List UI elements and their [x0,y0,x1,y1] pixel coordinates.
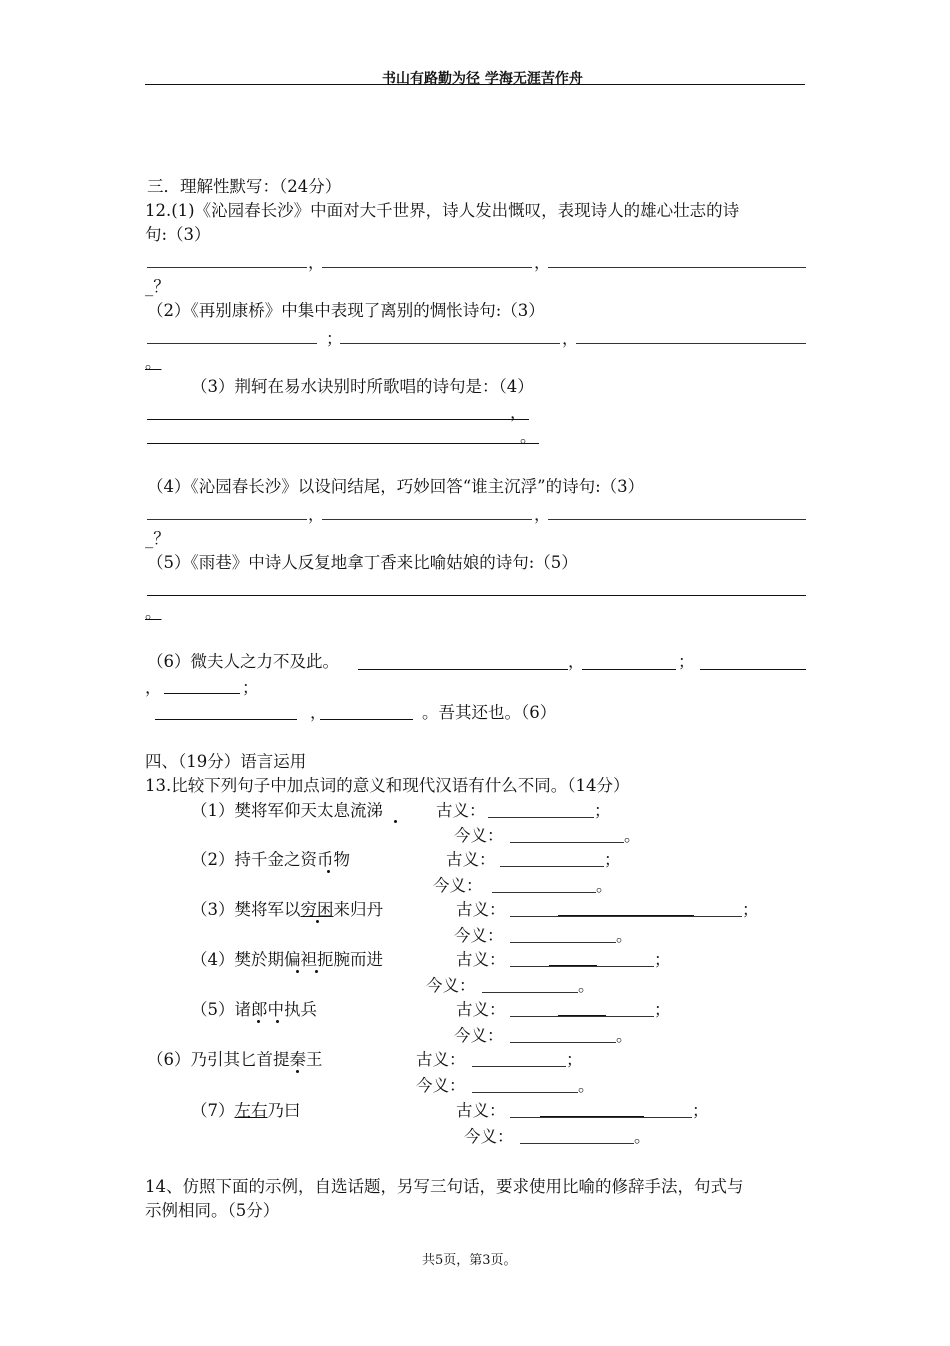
blank-4a [147,519,307,520]
period: 。 [616,1026,633,1045]
gu-label: 古义： [456,900,506,919]
blank-2c [576,343,806,344]
comma: ， [510,403,527,422]
p5-tail: 。 [145,603,162,622]
blank-1a [147,267,307,268]
p1-tail: _？ [145,277,170,296]
q13-item-7 [191,1101,301,1121]
comma: ， [308,253,325,272]
semicolon: ； [594,801,611,820]
item-7-post: 乃曰 [267,1101,301,1120]
gu-blank-3-bold [558,915,694,916]
p2-tail: 。 [145,353,162,372]
gu-label: 古义： [456,1000,506,1019]
q12-part2: （2）《再别康桥》中集中表现了离别的惆怅诗句:（3） [147,301,545,320]
jin-blank-1 [510,842,624,843]
period: 。 [578,976,595,995]
q13-item-1: （1）樊将军仰天太息流涕 [191,801,383,820]
gu-label: 古义： [456,950,506,969]
blank-6e [155,719,297,720]
jin-blank-5 [510,1042,616,1043]
blank-3a [147,419,529,420]
comma: ， [534,253,551,272]
blank-4c [548,519,806,520]
jin-label: 今义： [416,1076,466,1095]
gu-blank-3 [510,916,742,917]
jin-blank-3 [510,942,616,943]
jin-blank-7 [520,1143,634,1144]
blank-2a [147,343,317,344]
section4-title: 四、（19分）语言运用 [145,752,307,771]
p6-end: 。吾其还也。（6） [422,703,557,722]
header-motto: 书山有路勤为径 学海无涯苦作舟 [382,71,583,87]
q13-item-5: （5）诸郎中执兵 [191,1000,317,1019]
gu-blank-6 [472,1066,566,1067]
emphasis-dot [394,820,397,823]
q12-part3: （3）荆轲在易水诀别时所歌唱的诗句是：（4） [191,377,534,396]
q13-item-3 [191,900,383,920]
item-3-post: 来归丹 [333,900,383,919]
semicolon: ； [604,850,621,869]
period: 。 [634,1127,651,1146]
period: 。 [578,1076,595,1095]
item-3-underlined: 穷困 [300,900,334,919]
q13-item-2: （2）持千金之资币物 [191,850,350,869]
page-footer: 共5页，第3页。 [422,1253,517,1268]
jin-label: 今义： [454,826,504,845]
q13-item-6: （6）乃引其匕首提秦王 [147,1050,323,1069]
header-rule [145,84,805,85]
blank-6b [582,669,676,670]
item-3-pre: （3）樊将军以 [191,900,301,919]
jin-label: 今义： [464,1127,514,1146]
gu-blank-5-bold [558,1015,606,1016]
q14-line1: 14、仿照下面的示例，自选话题，另写三句话，要求使用比喻的修辞手法，句式与 [145,1177,744,1196]
blank-4b [322,519,532,520]
period: 。 [616,926,633,945]
gu-label: 古义： [446,850,496,869]
blank-6a [358,669,568,670]
gu-blank-4-bold [549,965,597,966]
q12-line2: 句:（3） [145,225,211,244]
semicolon: ； [678,652,695,671]
blank-6c [700,669,806,670]
jin-blank-6 [472,1092,578,1093]
blank-5 [147,595,806,596]
comma: ， [308,505,325,524]
section3-title: 三．理解性默写：（24分） [147,177,342,196]
gu-blank-7 [510,1117,692,1118]
comma: ， [562,329,579,348]
gu-blank-5 [510,1016,654,1017]
blank-1b [322,267,532,268]
blank-3b [147,443,539,444]
period: 。 [624,826,641,845]
q13-prompt: 13.比较下列句子中加点词的意义和现代汉语有什么不同。（14分） [145,776,630,795]
semicolon: ； [654,1000,671,1019]
gu-blank-7-bold [540,1116,644,1117]
jin-label: 今义： [454,1026,504,1045]
jin-blank-4 [482,992,578,993]
gu-label: 古义： [456,1101,506,1120]
jin-label: 今义： [433,876,483,895]
jin-label: 今义： [426,976,476,995]
gu-blank-4 [510,966,654,967]
emphasis-dot [257,1020,260,1023]
period: 。 [596,876,613,895]
comma: ， [534,505,551,524]
gu-label: 古义： [436,801,486,820]
emphasis-dot [316,920,319,923]
jin-blank-2 [492,892,596,893]
semicolon: ； [566,1050,583,1069]
semicolon: ； [242,678,259,697]
semicolon: ； [326,329,343,348]
q14-line2: 示例相同。（5分） [145,1201,280,1220]
item-7-underlined: 左右 [234,1101,268,1120]
blank-2b [340,343,560,344]
period: 。 [520,427,537,446]
comma: ， [568,652,585,671]
q12-part6: （6）微夫人之力不及此。 [147,652,339,671]
blank-1c [548,267,806,268]
semicolon: ； [692,1101,709,1120]
emphasis-dot [327,870,330,873]
emphasis-dot [296,1070,299,1073]
semicolon: ； [742,900,759,919]
semicolon: ； [654,950,671,969]
q12-part5: （5）《雨巷》中诗人反复地拿丁香来比喻姑娘的诗句:（5） [147,553,578,572]
q12-part4: （4）《沁园春长沙》以设问结尾，巧妙回答“谁主沉浮”的诗句:（3） [147,477,645,496]
gu-blank-1 [488,817,594,818]
comma: ， [310,703,327,722]
comma: ， [145,678,162,697]
blank-6f [320,719,413,720]
blank-6d [164,693,240,694]
gu-blank-2 [500,866,604,867]
p4-tail: _？ [145,529,170,548]
emphasis-dot [276,1020,279,1023]
jin-label: 今义： [454,926,504,945]
emphasis-dot [315,970,318,973]
q12-line1: 12.(1)《沁园春长沙》中面对大千世界，诗人发出慨叹，表现诗人的雄心壮志的诗 [145,201,740,220]
gu-label: 古义： [416,1050,466,1069]
item-7-pre: （7） [191,1101,235,1120]
emphasis-dot [296,970,299,973]
q13-item-4: （4）樊於期偏袒扼腕而进 [191,950,383,969]
